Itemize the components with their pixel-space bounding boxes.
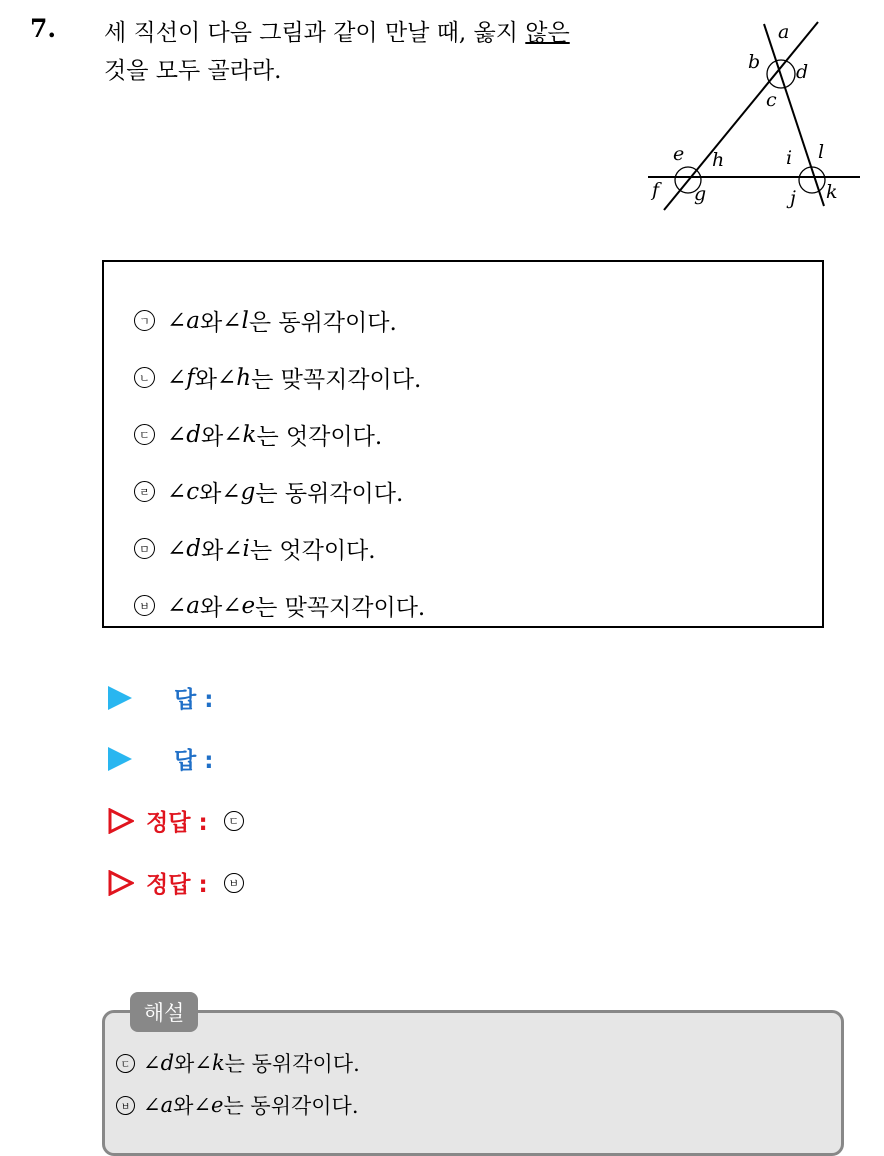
explanation-rest: 는 동위각이다. bbox=[223, 1094, 359, 1118]
answer-row-2 bbox=[108, 742, 213, 775]
choice-marker: ㄱ bbox=[134, 310, 155, 331]
angle-2: ∠l bbox=[222, 307, 249, 334]
choice-marker: ㄹ bbox=[134, 481, 155, 502]
explanation-marker: ㅂ bbox=[116, 1096, 135, 1115]
correct-row-2 bbox=[108, 866, 244, 899]
angle-1: ∠a bbox=[167, 307, 200, 334]
correct-label: 정답 : bbox=[146, 872, 208, 898]
arrow-icon bbox=[108, 686, 132, 710]
label-a: a bbox=[778, 21, 790, 43]
label-h: h bbox=[712, 149, 725, 171]
label-g: g bbox=[694, 183, 707, 205]
angle-2: ∠k bbox=[194, 1051, 225, 1075]
explanation-line-2 bbox=[116, 1090, 359, 1120]
correct-row-1 bbox=[108, 804, 244, 837]
choice-4[interactable] bbox=[134, 475, 403, 508]
choice-3[interactable] bbox=[134, 418, 382, 451]
explanation-conj: 와 bbox=[173, 1094, 194, 1118]
choice-6[interactable] bbox=[134, 589, 425, 622]
outline-arrow-icon bbox=[108, 870, 134, 896]
angle-2: ∠e bbox=[193, 1093, 224, 1117]
explanation-box bbox=[102, 1010, 844, 1156]
question-text-line2: 것을 모두 골라라. bbox=[104, 58, 282, 84]
choice-rest: 은 동위각이다. bbox=[248, 310, 397, 336]
choice-rest: 는 맞꼭지각이다. bbox=[251, 367, 422, 393]
explanation-rest: 는 동위각이다. bbox=[224, 1052, 360, 1076]
arrow-icon bbox=[108, 747, 132, 771]
label-b: b bbox=[748, 51, 761, 73]
explanation-line-1 bbox=[116, 1048, 360, 1078]
angle-1: ∠c bbox=[167, 478, 200, 505]
answer-label: 답 : bbox=[174, 687, 214, 713]
angle-2: ∠h bbox=[217, 364, 252, 391]
choice-conj: 와 bbox=[199, 481, 222, 507]
choice-rest: 는 동위각이다. bbox=[255, 481, 404, 507]
choice-rest: 는 엇각이다. bbox=[249, 538, 376, 564]
choice-5[interactable] bbox=[134, 532, 376, 565]
answer-row-1 bbox=[108, 681, 213, 714]
choice-2[interactable] bbox=[134, 361, 421, 394]
choice-conj: 와 bbox=[201, 538, 224, 564]
label-j: j bbox=[790, 187, 796, 209]
angle-2: ∠e bbox=[222, 592, 256, 619]
angle-1: ∠d bbox=[167, 535, 201, 562]
label-i: i bbox=[786, 147, 793, 169]
choice-1[interactable] bbox=[134, 304, 397, 337]
label-c: c bbox=[766, 89, 777, 111]
label-l: l bbox=[818, 141, 825, 163]
explanation-marker: ㄷ bbox=[116, 1054, 135, 1073]
angle-1: ∠a bbox=[143, 1093, 174, 1117]
angle-2: ∠k bbox=[223, 421, 257, 448]
question-underlined-word: 않은 bbox=[525, 20, 570, 46]
angle-1: ∠f bbox=[167, 364, 195, 391]
explanation-conj: 와 bbox=[174, 1052, 195, 1076]
three-lines-figure bbox=[640, 18, 860, 214]
correct-answer-marker: ㅂ bbox=[224, 873, 244, 893]
angle-2: ∠g bbox=[221, 478, 256, 505]
question-text-line1: 세 직선이 다음 그림과 같이 만날 때, 옳지 bbox=[104, 20, 526, 46]
choice-marker: ㄴ bbox=[134, 367, 155, 388]
choice-rest: 는 엇각이다. bbox=[256, 424, 383, 450]
answer-label: 답 : bbox=[174, 748, 214, 774]
label-d: d bbox=[796, 61, 809, 83]
choice-conj: 와 bbox=[199, 595, 223, 621]
angle-1: ∠d bbox=[143, 1051, 175, 1075]
outline-arrow-icon bbox=[108, 808, 134, 834]
angle-2: ∠i bbox=[223, 535, 250, 562]
label-e: e bbox=[673, 143, 685, 165]
choice-conj: 와 bbox=[201, 424, 224, 450]
choice-conj: 와 bbox=[194, 367, 218, 393]
choice-rest: 는 맞꼭지각이다. bbox=[255, 595, 426, 621]
label-k: k bbox=[826, 181, 838, 203]
choice-marker: ㄷ bbox=[134, 424, 155, 445]
question-text bbox=[104, 14, 624, 90]
choice-marker: ㅂ bbox=[134, 595, 155, 616]
choice-marker: ㅁ bbox=[134, 538, 155, 559]
angle-1: ∠d bbox=[167, 421, 201, 448]
explanation-tab: 해설 bbox=[130, 992, 198, 1032]
choice-conj: 와 bbox=[199, 310, 223, 336]
angle-1: ∠a bbox=[167, 592, 200, 619]
correct-label: 정답 : bbox=[146, 810, 208, 836]
correct-answer-marker: ㄷ bbox=[224, 811, 244, 831]
label-f: f bbox=[652, 179, 660, 201]
question-number: 7. bbox=[30, 14, 57, 43]
choices-box bbox=[102, 260, 824, 628]
